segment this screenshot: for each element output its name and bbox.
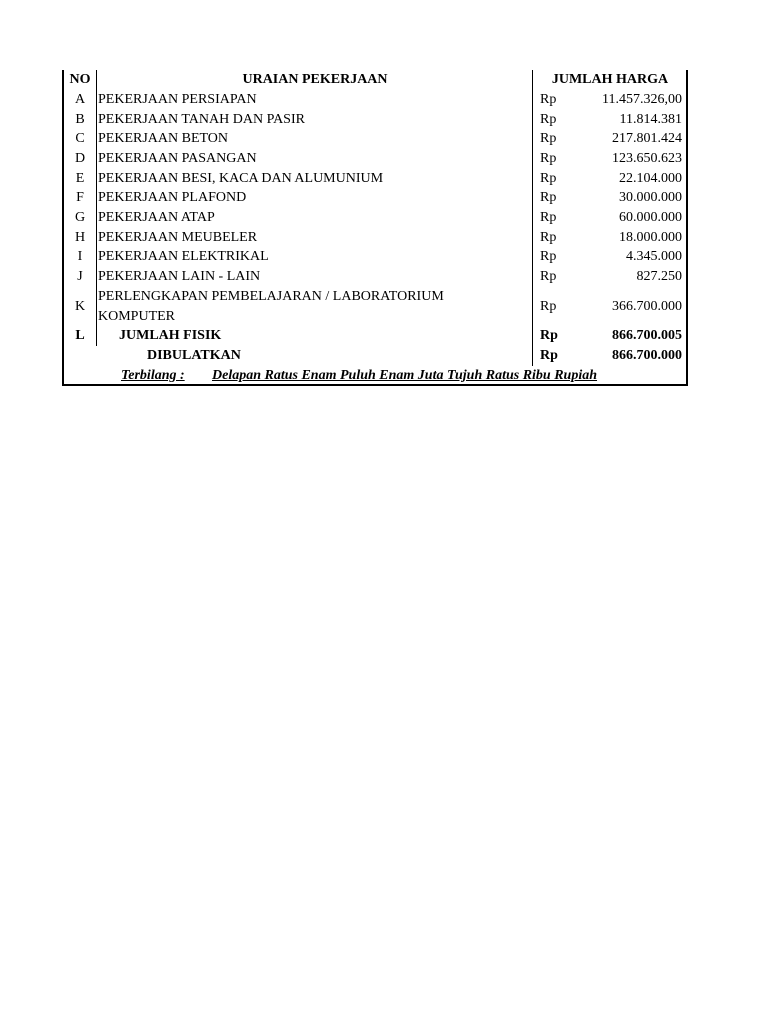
row-i-currency: Rp <box>540 249 557 264</box>
row-j-amount: 827.250 <box>636 269 682 284</box>
row-i-amount: 4.345.000 <box>626 249 682 264</box>
cost-summary-table <box>62 70 688 386</box>
row-f-description: PEKERJAAN PLAFOND <box>98 190 247 205</box>
rounded-currency: Rp <box>540 348 558 363</box>
column-divider <box>532 70 533 366</box>
rounded-label: DIBULATKAN <box>147 348 241 363</box>
row-a-description: PEKERJAAN PERSIAPAN <box>98 92 257 107</box>
row-e-amount: 22.104.000 <box>619 171 682 186</box>
row-e-description: PEKERJAAN BESI, KACA DAN ALUMUNIUM <box>98 171 384 186</box>
row-e-no: E <box>75 171 85 186</box>
header-description: URAIAN PEKERJAAN <box>242 72 388 87</box>
row-d-amount: 123.650.623 <box>612 151 682 166</box>
row-g-description: PEKERJAAN ATAP <box>98 210 215 225</box>
row-b-no: B <box>75 112 85 127</box>
row-b-currency: Rp <box>540 112 557 127</box>
row-k-currency: Rp <box>540 299 557 314</box>
column-divider <box>96 70 97 346</box>
row-k-amount: 366.700.000 <box>612 299 682 314</box>
terbilang-label: Terbilang : <box>121 368 185 383</box>
row-i-description: PEKERJAAN ELEKTRIKAL <box>98 249 269 264</box>
terbilang-text: Delapan Ratus Enam Puluh Enam Juta Tujuh Ratus Ribu Rupiah <box>212 368 598 383</box>
row-k-no: K <box>74 299 86 314</box>
row-a-no: A <box>74 92 86 107</box>
row-g-no: G <box>74 210 86 225</box>
row-h-amount: 18.000.000 <box>619 230 682 245</box>
row-b-description: PEKERJAAN TANAH DAN PASIR <box>98 112 305 127</box>
row-h-currency: Rp <box>540 230 557 245</box>
total-currency: Rp <box>540 328 558 343</box>
total-amount: 866.700.005 <box>612 328 682 343</box>
row-f-currency: Rp <box>540 190 557 205</box>
row-a-currency: Rp <box>540 92 557 107</box>
total-no: L <box>75 328 85 343</box>
row-d-description: PEKERJAAN PASANGAN <box>98 151 257 166</box>
row-f-amount: 30.000.000 <box>619 190 682 205</box>
row-j-description: PEKERJAAN LAIN - LAIN <box>98 269 261 284</box>
total-label: JUMLAH FISIK <box>119 328 222 343</box>
row-k-description: PERLENGKAPAN PEMBELAJARAN / LABORATORIUM KOMPUTER <box>98 289 444 324</box>
row-h-no: H <box>74 230 86 245</box>
row-j-currency: Rp <box>540 269 557 284</box>
row-c-currency: Rp <box>540 131 557 146</box>
row-e-currency: Rp <box>540 171 557 186</box>
row-a-amount: 11.457.326,00 <box>602 92 682 107</box>
row-j-no: J <box>77 269 83 284</box>
row-d-no: D <box>74 151 86 166</box>
row-h-description: PEKERJAAN MEUBELER <box>98 230 258 245</box>
row-c-no: C <box>75 131 85 146</box>
row-g-currency: Rp <box>540 210 557 225</box>
row-i-no: I <box>77 249 83 264</box>
row-g-amount: 60.000.000 <box>619 210 682 225</box>
header-no: NO <box>69 72 91 87</box>
row-c-amount: 217.801.424 <box>612 131 682 146</box>
row-b-amount: 11.814.381 <box>619 112 682 127</box>
rounded-amount: 866.700.000 <box>612 348 682 363</box>
header-amount: JUMLAH HARGA <box>551 72 669 87</box>
row-f-no: F <box>76 190 84 205</box>
row-c-description: PEKERJAAN BETON <box>98 131 229 146</box>
row-d-currency: Rp <box>540 151 557 166</box>
